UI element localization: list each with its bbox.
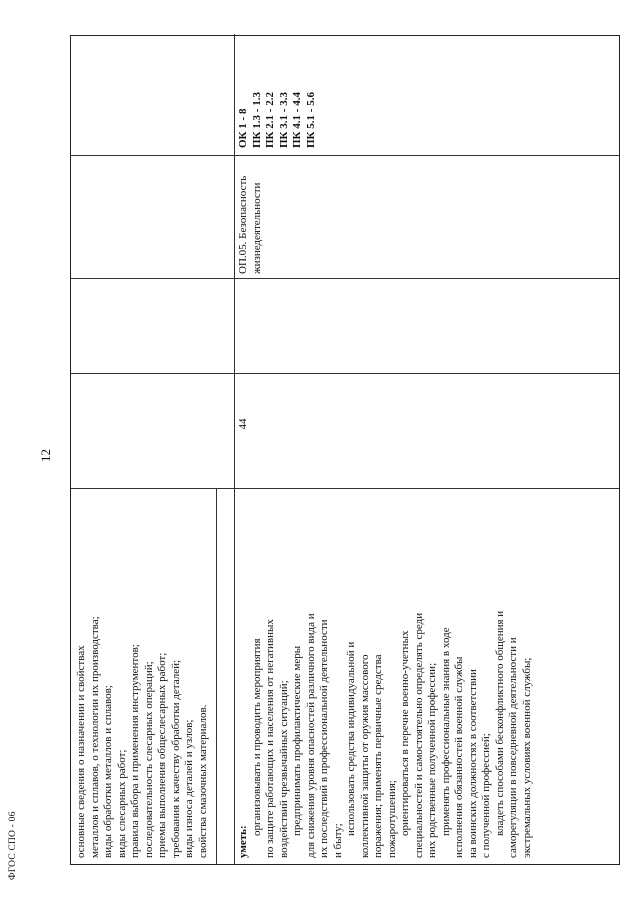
skills-line: применять профессиональные знания в ходе [439,627,452,836]
hours-cell [237,384,251,464]
discipline-line: жизнедеятельности [250,182,263,274]
knowledge-list [75,493,210,858]
competency-line: ПК 5.1 - 5.6 [304,92,317,148]
competencies-list [237,38,318,148]
knowledge-line: свойства смазочных материалов. [196,704,209,858]
knowledge-line: правила выбора и применения инструментов; [129,644,141,858]
skills-line: по защите работающих и населения от негативных [264,619,276,858]
skills-line: с полученной профессией; [480,733,492,858]
discipline-cell [237,159,264,274]
knowledge-line: основные сведения о назначении и свойствах [75,645,87,858]
page-number: 12 [38,449,53,462]
knowledge-line: металлов и сплавов, о технологии их производства; [88,616,101,858]
skills-line: специальностей и самостоятельно определять среди [412,612,425,858]
knowledge-cell [75,493,210,858]
knowledge-line: требования к качеству обработки деталей; [169,659,182,858]
knowledge-line: виды слесарных работ; [115,749,128,858]
skills-line: владеть способами бесконфликтного общения и [493,610,506,836]
skills-line: организовывать и проводить мероприятия [250,638,263,836]
curriculum-table [70,35,620,865]
competencies-cell [237,38,318,148]
knowledge-line: последовательность слесарных операций; [142,661,155,858]
column-divider [71,278,619,279]
skills-cell [237,493,534,858]
skills-heading: уметь: [237,825,249,858]
knowledge-line: приемы выполнения общеслесарных работ; [156,652,168,858]
column-divider [71,373,619,374]
skills-line: них родственные полученной профессии; [426,662,438,858]
row-divider [216,489,217,864]
skills-line: саморегуляции в повседневной деятельности и [507,637,519,858]
skills-line: для снижения уровня опасностей различного вида и [304,613,317,858]
knowledge-line: виды износа деталей и узлов; [183,719,195,858]
skills-line: использовать средства индивидуальной и [345,641,357,836]
skills-line: пожаротушения; [385,780,398,858]
skills-line: экстремальных условиях военной службы; [520,657,533,858]
competency-line: ПК 2.1 - 2.2 [264,92,276,148]
skills-line: и быту; [331,823,344,858]
skills-list [251,493,535,858]
skills-line: коллективной защиты от оружия массового [358,654,371,858]
row-divider [234,34,235,864]
rotated-page [70,35,620,865]
competency-line: ОК 1 - 8 [237,108,249,148]
hours-value: 44 [237,418,249,430]
skills-line: ориентироваться в перечне военно-учетных [399,630,411,836]
column-divider [71,155,619,156]
competency-line: ПК 4.1 - 4.4 [291,92,303,148]
discipline-line: ОП.05. Безопасность [237,175,249,274]
skills-line: предпринимать профилактические меры [291,645,303,836]
skills-line: на воинских должностях в соответствии [466,669,479,858]
column-divider [71,488,619,489]
skills-line: воздействий чрезвычайных ситуаций; [277,680,290,858]
competency-line: ПК 3.1 - 3.3 [277,92,290,148]
skills-line: их последствий в профессиональной деятельности [318,619,330,858]
skills-line: поражения; применять первичные средства [372,654,384,858]
footer-code: ФГОС СПО - 06 [8,811,18,880]
competency-line: ПК 1.3 - 1.3 [250,92,263,148]
skills-line: исполнения обязанностей военной службы [453,656,465,858]
knowledge-line: виды обработки металлов и сплавов; [102,685,114,858]
